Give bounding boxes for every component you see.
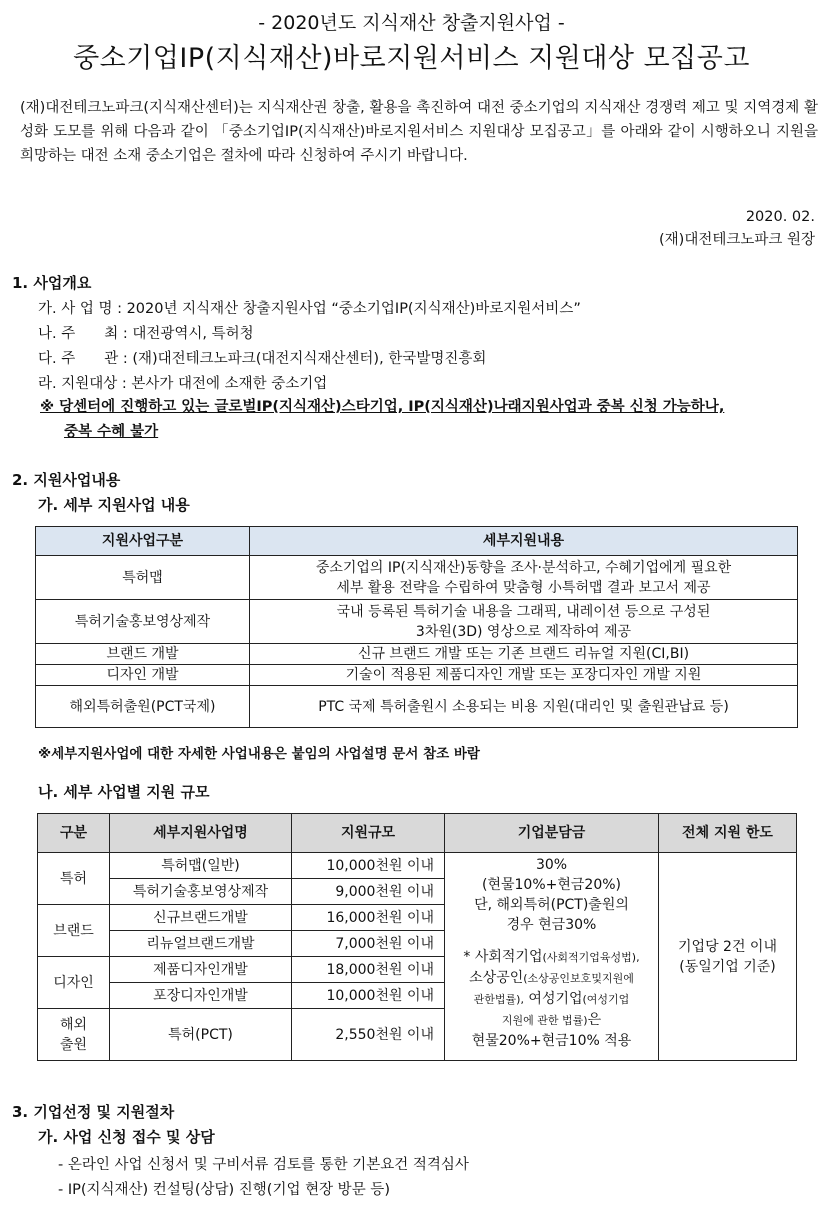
column-header-category: 지원사업구분 <box>36 527 250 556</box>
table-row <box>36 556 798 600</box>
section1-item-host: 나. 주 최 : 대전광역시, 특허청 <box>38 326 254 342</box>
row-details <box>250 556 798 600</box>
support-scale-table <box>37 813 797 1061</box>
row-category: 브랜드 개발 <box>36 644 250 665</box>
column-header-limit: 전체 지원 한도 <box>659 814 797 853</box>
share-text-small: (사회적기업육성법), <box>542 951 640 964</box>
share-cell <box>445 853 659 1061</box>
section3-item: - 온라인 사업 신청서 및 구비서류 검토를 통한 기본요건 적격심사 <box>58 1157 469 1173</box>
section2-footnote: ※세부지원사업에 대한 자세한 사업내용은 붙임의 사업설명 문서 참조 바람 <box>38 746 480 762</box>
section1-item-organizer: 다. 주 관 : (재)대전테크노파크(대전지식재산센터), 한국발명진흥회 <box>38 351 487 367</box>
section1-note-line2: 중복 수혜 불가 <box>64 424 159 440</box>
column-header-details: 세부지원내용 <box>250 527 798 556</box>
section3-heading: 3. 기업선정 및 지원절차 <box>12 1103 175 1121</box>
row-details-line: 3차원(3D) 영상으로 제작하여 제공 <box>415 623 632 640</box>
row-details: 신규 브랜드 개발 또는 기존 브랜드 리뉴얼 지원(CI,BI) <box>250 644 798 665</box>
row-details-line: 세부 활용 전략을 수립하여 맞춤형 小특허맵 결과 보고서 제공 <box>336 579 711 596</box>
section3-item: - IP(지식재산) 컨설팅(상담) 진행(기업 현장 방문 등) <box>58 1182 390 1198</box>
program-amount: 9,000천원 이내 <box>292 879 445 905</box>
row-details-line: 중소기업의 IP(지식재산)동향을 조사·분석하고, 수혜기업에게 필요한 <box>315 559 732 576</box>
program-amount: 16,000천원 이내 <box>292 905 445 931</box>
column-header-share: 기업분담금 <box>445 814 659 853</box>
row-category: 디자인 개발 <box>36 665 250 686</box>
share-text: 여성기업 <box>523 991 583 1007</box>
program-name: 리뉴얼브랜드개발 <box>110 931 292 957</box>
column-header-group: 구분 <box>38 814 110 853</box>
program-amount: 10,000천원 이내 <box>292 853 445 879</box>
share-text-small: (여성기업 <box>582 993 630 1006</box>
share-line <box>449 968 654 989</box>
table-row <box>36 665 798 686</box>
section3-sub-a: 가. 사업 신청 접수 및 상담 <box>38 1128 215 1146</box>
share-line: 경우 현금30% <box>506 917 597 933</box>
row-category: 특허맵 <box>36 556 250 600</box>
share-line <box>449 989 654 1010</box>
share-line: 단, 해외특허(PCT)출원의 <box>474 897 629 913</box>
section1-item-target: 라. 지원대상 : 본사가 대전에 소재한 중소기업 <box>38 376 328 392</box>
limit-cell <box>659 853 797 1061</box>
group-cell-design: 디자인 <box>38 957 110 1009</box>
share-line: (현물10%+현금20%) <box>482 877 621 893</box>
share-line <box>449 1010 654 1031</box>
program-name: 신규브랜드개발 <box>110 905 292 931</box>
row-details <box>250 600 798 644</box>
program-amount: 10,000천원 이내 <box>292 983 445 1009</box>
program-amount: 18,000천원 이내 <box>292 957 445 983</box>
program-name: 포장디자인개발 <box>110 983 292 1009</box>
share-text-small: 지원에 관한 법률) <box>501 1014 588 1027</box>
share-text: 소상공인 <box>469 970 524 986</box>
group-cell-patent: 특허 <box>38 853 110 905</box>
issue-block <box>659 206 815 252</box>
program-name: 특허(PCT) <box>110 1009 292 1061</box>
share-text: 은 <box>587 1012 602 1028</box>
intro-paragraph: (재)대전테크노파크(지식재산센터)는 지식재산권 창출, 활용을 촉진하여 대전 중소기업의 지식재산 경쟁력 제고 및 지역경제 활성화 도모를 위해 다음과 같이 「중소기업IP(지식재산)바로지원서비스 지원대상 모집공고」를 아래와 같이 시행하오니 지원을 희망하는 대전 소재 중소기업은 절차에 따라 신청하여 주시기 바랍니다. <box>20 100 818 164</box>
table-header-row <box>38 814 797 853</box>
program-amount: 2,550천원 이내 <box>292 1009 445 1061</box>
issue-date: 2020. 02. <box>745 209 815 225</box>
share-text-small: (소상공인보호및지원에 <box>523 972 634 985</box>
limit-line: 기업당 2건 이내 <box>678 938 777 955</box>
section2-heading: 2. 지원사업내용 <box>12 471 121 489</box>
program-name: 특허기술홍보영상제작 <box>110 879 292 905</box>
program-amount: 7,000천원 이내 <box>292 931 445 957</box>
section2-sub-a: 가. 세부 지원사업 내용 <box>38 496 190 514</box>
section1-item-name: 가. 사 업 명 : 2020년 지식재산 창출지원사업 “중소기업IP(지식재산)바로지원서비스” <box>38 301 581 317</box>
share-line: 현물20%+현금10% 적용 <box>471 1033 632 1049</box>
notice-title: 중소기업IP(지식재산)바로지원서비스 지원대상 모집공고 <box>73 43 750 74</box>
share-line <box>449 947 654 968</box>
row-details: PTC 국제 특허출원시 소용되는 비용 지원(대리인 및 출원관납료 등) <box>250 686 798 728</box>
share-text: * 사회적기업 <box>463 949 543 965</box>
column-header-amount: 지원규모 <box>292 814 445 853</box>
notice-subtitle: - 2020년도 지식재산 창출지원사업 - <box>258 12 565 34</box>
issuer-name: (재)대전테크노파크 원장 <box>659 232 815 248</box>
table-row <box>38 853 797 879</box>
group-cell-overseas <box>38 1009 110 1061</box>
table-row <box>36 686 798 728</box>
share-text-small: 관한법률), <box>473 993 524 1006</box>
table-row <box>36 600 798 644</box>
row-details: 기술이 적용된 제품디자인 개발 또는 포장디자인 개발 지원 <box>250 665 798 686</box>
section1-heading: 1. 사업개요 <box>12 274 92 292</box>
support-detail-table <box>35 526 798 728</box>
table-header-row <box>36 527 798 556</box>
section1-note-line1: ※ 당센터에 진행하고 있는 글로벌IP(지식재산)스타기업, IP(지식재산)나래지원사업과 중복 신청 가능하나, <box>40 399 725 415</box>
limit-line: (동일기업 기준) <box>679 958 776 975</box>
share-line: 30% <box>535 857 568 873</box>
row-category: 특허기술홍보영상제작 <box>36 600 250 644</box>
row-details-line: 국내 등록된 특허기술 내용을 그래픽, 내레이션 등으로 구성된 <box>336 603 711 620</box>
table-row <box>36 644 798 665</box>
group-line: 해외 <box>59 1016 88 1033</box>
column-header-program: 세부지원사업명 <box>110 814 292 853</box>
program-name: 제품디자인개발 <box>110 957 292 983</box>
group-line: 출원 <box>59 1036 88 1053</box>
section2-sub-b: 나. 세부 사업별 지원 규모 <box>38 783 210 801</box>
row-category: 해외특허출원(PCT국제) <box>36 686 250 728</box>
program-name: 특허맵(일반) <box>110 853 292 879</box>
group-cell-brand: 브랜드 <box>38 905 110 957</box>
